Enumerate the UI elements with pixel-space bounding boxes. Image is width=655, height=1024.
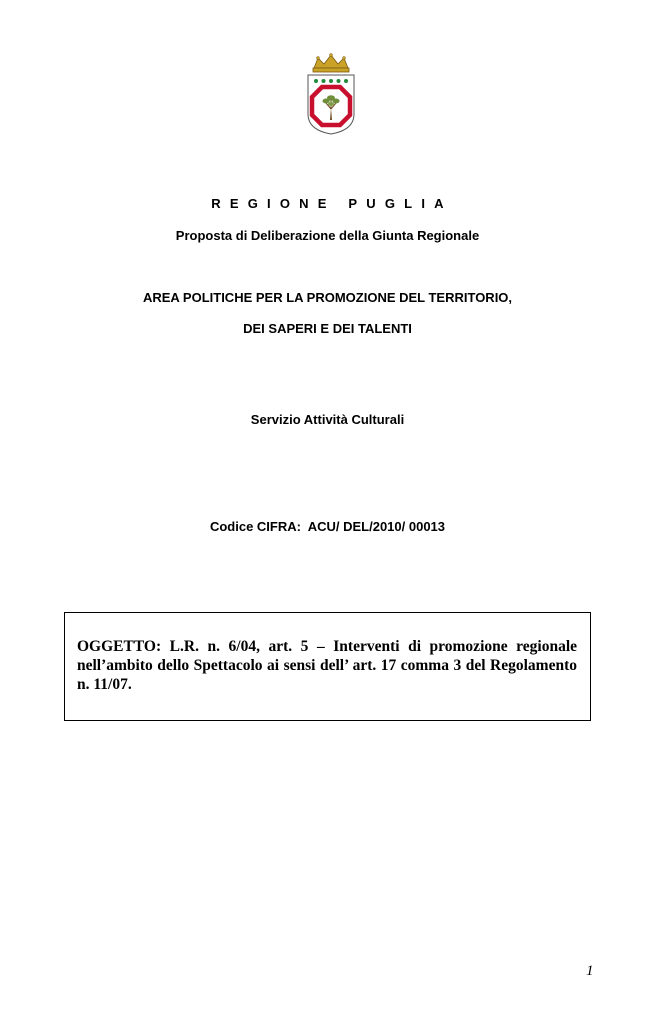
page-number: 1: [586, 963, 594, 979]
region-title: REGIONE PUGLIA: [211, 196, 453, 211]
service-name: Servizio Attività Culturali: [250, 412, 405, 427]
cifra-code: Codice CIFRA: ACU/ DEL/2010/ 00013: [209, 519, 446, 534]
area-title-line-1: AREA POLITICHE PER LA PROMOZIONE DEL TERRITORIO,: [142, 290, 513, 305]
subject-box: [64, 612, 591, 721]
crown-icon: [313, 54, 349, 73]
subject-text: OGGETTO: L.R. n. 6/04, art. 5 – Interventi di promozione regionale nell’ambito dello Spettacolo ai sensi dell’ art. 17 comma 3 del Regolamento n. 11/07.: [77, 638, 577, 693]
area-title-line-2: DEI SAPERI E DEI TALENTI: [243, 321, 412, 336]
regione-puglia-crest-logo: [300, 52, 362, 136]
document-subtitle: Proposta di Deliberazione della Giunta Regionale: [175, 228, 480, 243]
